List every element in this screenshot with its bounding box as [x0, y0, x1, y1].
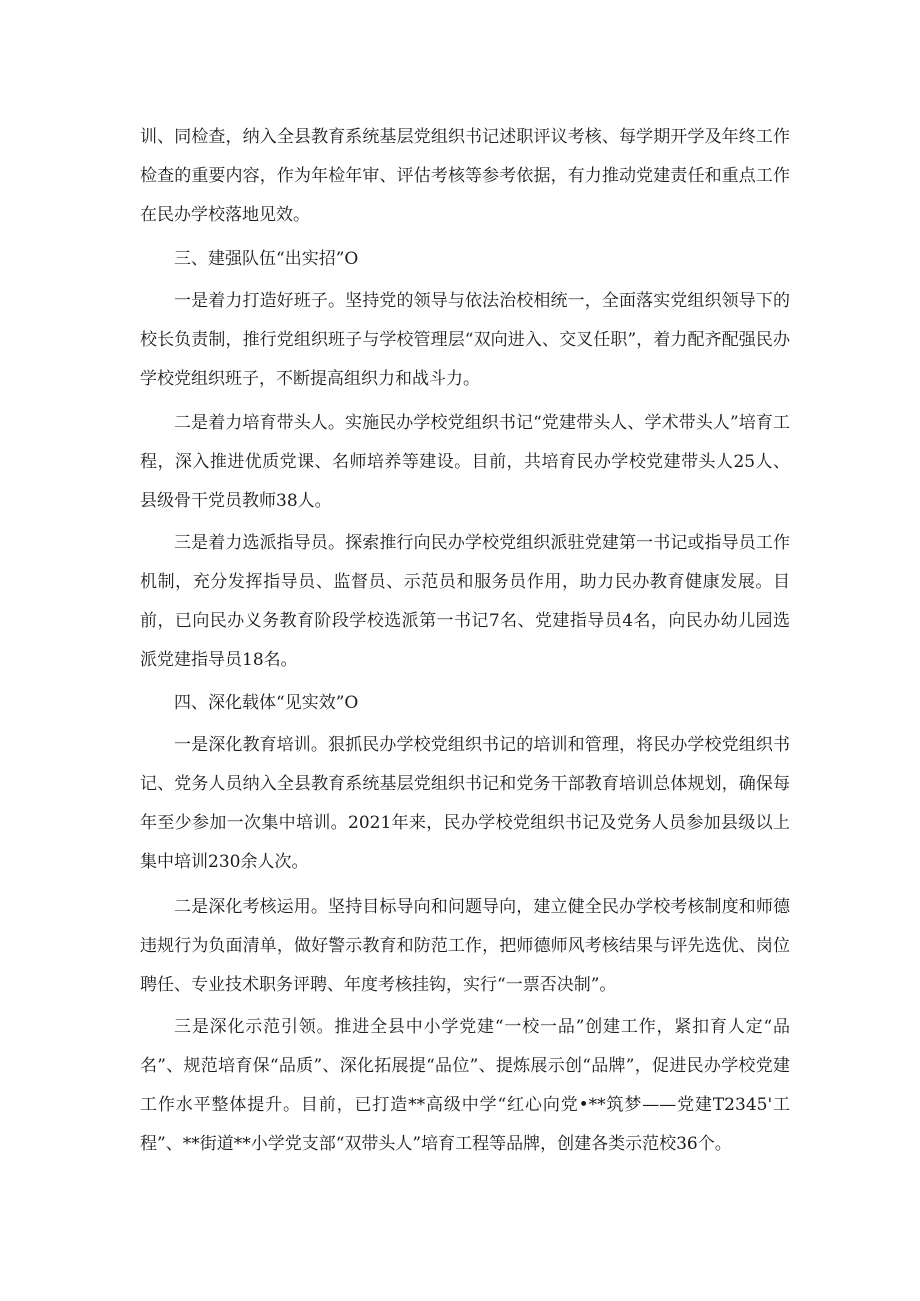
paragraph-3-2: 二是着力培育带头人。实施民办学校党组织书记“党建带头人、学术带头人”培育工程，深入推进优质党课、名师培养等建设。目前，共培育民办学校党建带头人25人、县级骨干党员教师38人。	[140, 413, 790, 511]
section-heading-3: 三、建强队伍“出实招”O	[174, 249, 359, 269]
section-heading-4: 四、深化载体“见实效”O	[174, 693, 359, 713]
paragraph-4-2: 二是深化考核运用。坚持目标导向和问题导向，建立健全民办学校考核制度和师德违规行为负面清单，做好警示教育和防范工作，把师德师风考核结果与评先选优、岗位聘任、专业技术职务评聘、年度考核挂钩，实行“一票否决制”。	[140, 897, 790, 995]
paragraph-4-1: 一是深化教育培训。狠抓民办学校党组织书记的培训和管理，将民办学校党组织书记、党务人员纳入全县教育系统基层党组织书记和党务干部教育培训总体规划，确保每年至少参加一次集中培训。2021年来，民办学校党组织书记及党务人员参加县级以上集中培训230余人次。	[140, 735, 790, 872]
paragraph-3-3: 三是着力选派指导员。探索推行向民办学校党组织派驻党建第一书记或指导员工作机制，充分发挥指导员、监督员、示范员和服务员作用，助力民办教育健康发展。目前，已向民办义务教育阶段学校选派第一书记7名、党建指导员4名，向民办幼儿园选派党建指导员18名。	[140, 533, 790, 670]
paragraph-4-3: 三是深化示范引领。推进全县中小学党建“一校一品”创建工作，紧扣育人定“品名”、规范培育保“品质”、深化拓展提“品位”、提炼展示创“品牌”，促进民办学校党建工作水平整体提升。目前，已打造**高级中学“红心向党•**筑梦——党建T2345'工程”、**街道**小学党支部“双带头人”培育工程等品牌，创建各类示范校36个。	[140, 1017, 790, 1154]
paragraph-continued: 训、同检查，纳入全县教育系统基层党组织书记述职评议考核、每学期开学及年终工作检查的重要内容，作为年检年审、评估考核等参考依据，有力推动党建责任和重点工作在民办学校落地见效。	[140, 127, 790, 225]
paragraph-3-1: 一是着力打造好班子。坚持党的领导与依法治校相统一，全面落实党组织领导下的校长负责制，推行党组织班子与学校管理层“双向进入、交叉任职”，着力配齐配强民办学校党组织班子，不断提高组织力和战斗力。	[140, 291, 790, 389]
